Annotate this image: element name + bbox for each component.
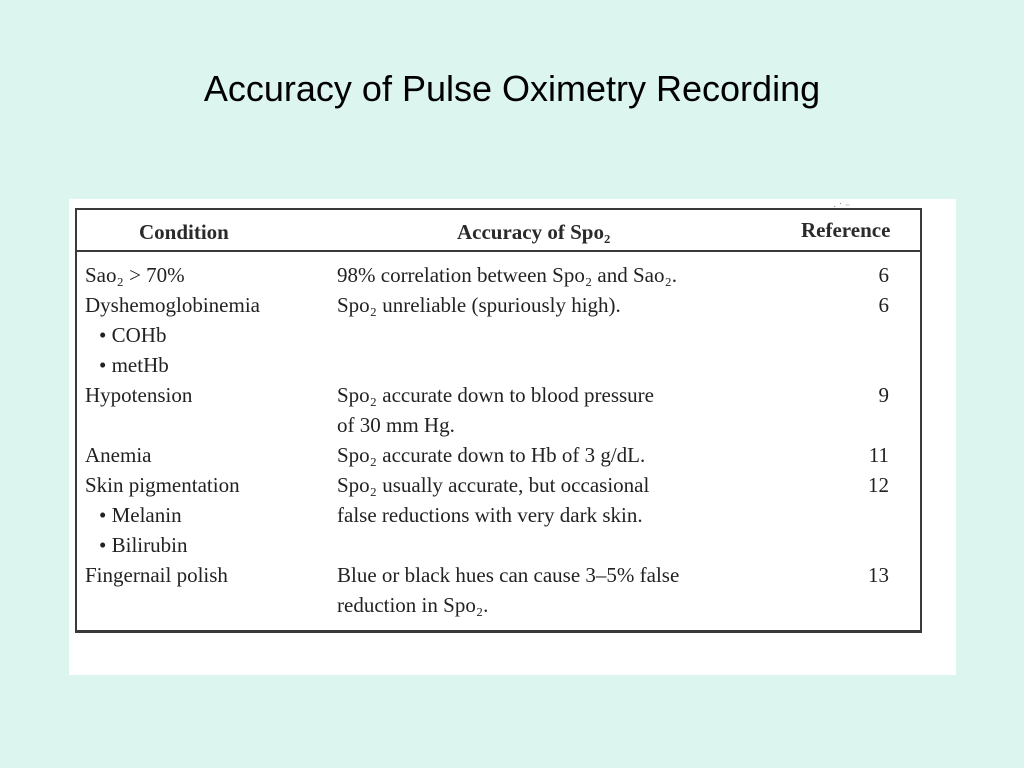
row-5-condition: Skin pigmentation xyxy=(85,473,240,497)
row-1-condition: Sao₂ > 70% xyxy=(85,263,185,287)
row-2-condition-bullet-2: • metHb xyxy=(99,353,169,377)
header-reference: Reference xyxy=(801,218,891,242)
row-1-reference: 6 xyxy=(878,263,889,287)
row-4-accuracy: Spo₂ accurate down to Hb of 3 g/dL. xyxy=(337,443,646,467)
row-5-accuracy-line-2: false reductions with very dark skin. xyxy=(337,503,643,527)
data-table xyxy=(75,202,922,633)
row-6-condition: Fingernail polish xyxy=(85,563,228,587)
row-6-accuracy-line-1: Blue or black hues can cause 3–5% false xyxy=(337,563,680,587)
slide-title: Accuracy of Pulse Oximetry Recording xyxy=(203,68,821,109)
row-2-accuracy: Spo₂ unreliable (spuriously high). xyxy=(337,293,621,317)
header-rule xyxy=(77,250,920,252)
row-5-condition-bullet-2: • Bilirubin xyxy=(99,533,188,557)
row-6-accuracy-line-2: reduction in Spo₂. xyxy=(337,593,489,617)
row-5-accuracy-line-1: Spo₂ usually accurate, but occasional xyxy=(337,473,650,497)
row-3-condition: Hypotension xyxy=(85,383,193,407)
row-2-reference: 6 xyxy=(878,293,889,317)
row-4-reference: 11 xyxy=(868,443,889,467)
row-6-reference: 13 xyxy=(868,563,889,587)
header-condition: Condition xyxy=(139,220,229,244)
row-3-accuracy-line-1: Spo₂ accurate down to blood pressure xyxy=(337,383,654,407)
row-3-reference: 9 xyxy=(878,383,889,407)
row-2-condition: Dyshemoglobinemia xyxy=(85,293,260,317)
scanned-table-image xyxy=(69,199,956,675)
row-4-condition: Anemia xyxy=(85,443,152,467)
header-accuracy: Accuracy of Spo₂ xyxy=(457,220,611,244)
row-3-accuracy-line-2: of 30 mm Hg. xyxy=(337,413,455,437)
top-marks-decoration: · ˙ ⁻ xyxy=(833,202,850,213)
row-5-reference: 12 xyxy=(868,473,889,497)
row-1-accuracy: 98% correlation between Spo₂ and Sao₂. xyxy=(337,263,678,287)
row-2-condition-bullet-1: • COHb xyxy=(99,323,167,347)
row-5-condition-bullet-1: • Melanin xyxy=(99,503,182,527)
